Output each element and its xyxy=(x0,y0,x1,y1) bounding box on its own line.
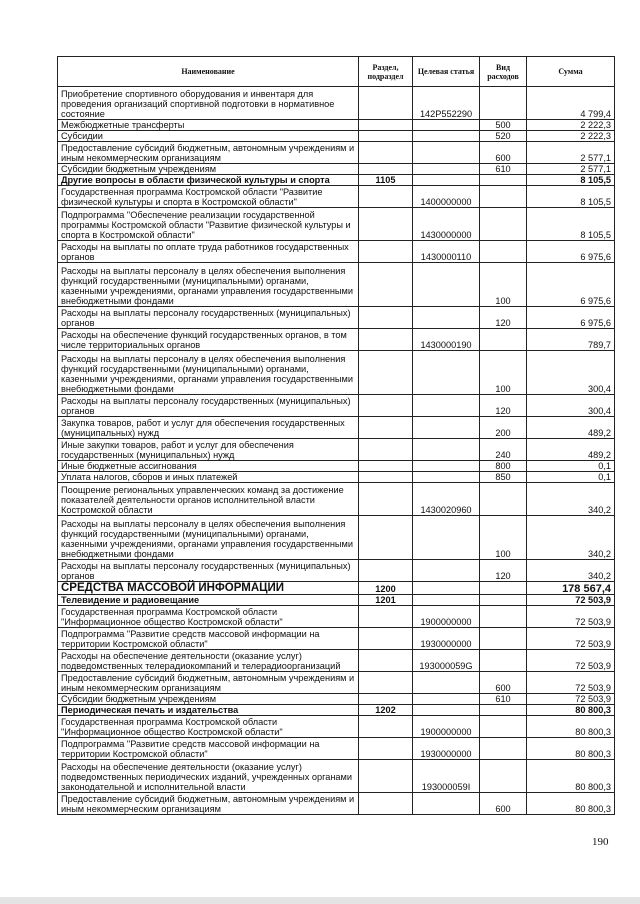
cell-article xyxy=(413,263,480,307)
cell-name: Межбюджетные трансферты xyxy=(58,120,359,131)
table-row xyxy=(58,351,615,395)
cell-sum: 72 503,9 xyxy=(527,628,615,650)
page-number: 190 xyxy=(592,836,609,848)
cell-section xyxy=(359,208,413,241)
cell-name: Предоставление субсидий бюджетным, автономным учреждениям и иным некоммерческим организациям xyxy=(58,142,359,164)
cell-name: СРЕДСТВА МАССОВОЙ ИНФОРМАЦИИ xyxy=(58,582,359,595)
cell-name: Расходы на обеспечение деятельности (оказание услуг) подведомственных телерадиокомпаний и телерадиоорганизаций xyxy=(58,650,359,672)
cell-name: Расходы на обеспечение функций государственных органов, в том числе территориальных органов xyxy=(58,329,359,351)
cell-article xyxy=(413,793,480,815)
cell-name: Подпрограмма "Обеспечение реализации государственной программы Костромской области "Развитие физической культуры и спорта в Костромской области" xyxy=(58,208,359,241)
cell-section xyxy=(359,760,413,793)
cell-sum: 2 222,3 xyxy=(527,131,615,142)
table-row xyxy=(58,472,615,483)
cell-article xyxy=(413,175,480,186)
cell-article: 1430000000 xyxy=(413,208,480,241)
cell-article xyxy=(413,164,480,175)
cell-sum: 178 567,4 xyxy=(527,582,615,595)
cell-kind: 120 xyxy=(480,395,527,417)
cell-name: Расходы на выплаты персоналу в целях обеспечения выполнения функций государственными (муниципальными) органами, казенными учреждениями, органами управления государственными внебюджетными фондами xyxy=(58,516,359,560)
cell-kind: 240 xyxy=(480,439,527,461)
cell-name: Субсидии бюджетным учреждениям xyxy=(58,694,359,705)
table-row xyxy=(58,628,615,650)
cell-kind: 100 xyxy=(480,351,527,395)
cell-article xyxy=(413,516,480,560)
cell-section xyxy=(359,672,413,694)
cell-section xyxy=(359,516,413,560)
cell-section xyxy=(359,131,413,142)
cell-section xyxy=(359,164,413,175)
cell-sum: 80 800,3 xyxy=(527,716,615,738)
cell-sum: 72 503,9 xyxy=(527,672,615,694)
cell-article xyxy=(413,307,480,329)
cell-section xyxy=(359,263,413,307)
cell-kind xyxy=(480,208,527,241)
header-kind: Вид расходов xyxy=(480,57,527,87)
cell-kind: 500 xyxy=(480,120,527,131)
table-row xyxy=(58,672,615,694)
cell-article xyxy=(413,120,480,131)
cell-section xyxy=(359,395,413,417)
cell-section xyxy=(359,716,413,738)
cell-article: 1900000000 xyxy=(413,606,480,628)
cell-name: Уплата налогов, сборов и иных платежей xyxy=(58,472,359,483)
cell-name: Закупка товаров, работ и услуг для обеспечения государственных (муниципальных) нужд xyxy=(58,417,359,439)
cell-sum: 2 222,3 xyxy=(527,120,615,131)
cell-article: 1430000110 xyxy=(413,241,480,263)
cell-section: 1200 xyxy=(359,582,413,595)
cell-sum: 789,7 xyxy=(527,329,615,351)
table-row xyxy=(58,142,615,164)
table-row xyxy=(58,461,615,472)
cell-kind xyxy=(480,241,527,263)
table-row xyxy=(58,694,615,705)
table-row xyxy=(58,650,615,672)
scan-bottom-edge xyxy=(0,897,640,904)
cell-name: Расходы на выплаты персоналу в целях обеспечения выполнения функций государственными (муниципальными) органами, казенными учреждениями, органами управления государственными внебюджетными фондами xyxy=(58,351,359,395)
cell-article xyxy=(413,131,480,142)
cell-kind xyxy=(480,483,527,516)
cell-sum: 72 503,9 xyxy=(527,694,615,705)
cell-sum: 340,2 xyxy=(527,483,615,516)
table-row xyxy=(58,208,615,241)
cell-section xyxy=(359,142,413,164)
table-row xyxy=(58,606,615,628)
table-row xyxy=(58,417,615,439)
cell-name: Предоставление субсидий бюджетным, автономным учреждениям и иным некоммерческим организациям xyxy=(58,793,359,815)
cell-sum: 80 800,3 xyxy=(527,760,615,793)
cell-name: Поощрение региональных управленческих команд за достижение показателей деятельности органов исполнительной власти Костромской области xyxy=(58,483,359,516)
table-row xyxy=(58,582,615,595)
header-article: Целевая статья xyxy=(413,57,480,87)
cell-section: 1105 xyxy=(359,175,413,186)
cell-name: Приобретение спортивного оборудования и инвентаря для проведения организаций спортивной подготовки в нормативное состояние xyxy=(58,87,359,120)
cell-section xyxy=(359,793,413,815)
cell-name: Другие вопросы в области физической культуры и спорта xyxy=(58,175,359,186)
table-row xyxy=(58,738,615,760)
cell-kind: 520 xyxy=(480,131,527,142)
table-header-row xyxy=(58,57,615,87)
cell-article xyxy=(413,395,480,417)
cell-section xyxy=(359,694,413,705)
cell-article xyxy=(413,417,480,439)
cell-name: Государственная программа Костромской области "Развитие физической культуры и спорта в Костромской области" xyxy=(58,186,359,208)
table-row xyxy=(58,560,615,582)
cell-sum: 8 105,5 xyxy=(527,208,615,241)
cell-section xyxy=(359,606,413,628)
header-section: Раздел, подраздел xyxy=(359,57,413,87)
table-row xyxy=(58,395,615,417)
cell-name: Иные бюджетные ассигнования xyxy=(58,461,359,472)
cell-section xyxy=(359,439,413,461)
cell-sum: 0,1 xyxy=(527,461,615,472)
cell-kind: 120 xyxy=(480,307,527,329)
cell-name: Государственная программа Костромской области "Информационное общество Костромской области" xyxy=(58,716,359,738)
cell-section xyxy=(359,472,413,483)
cell-sum: 80 800,3 xyxy=(527,793,615,815)
cell-article: 1900000000 xyxy=(413,716,480,738)
cell-name: Расходы на выплаты персоналу государственных (муниципальных) органов xyxy=(58,307,359,329)
table-row xyxy=(58,175,615,186)
budget-table xyxy=(57,56,615,815)
cell-section: 1202 xyxy=(359,705,413,716)
cell-article: 193000059I xyxy=(413,760,480,793)
cell-sum: 6 975,6 xyxy=(527,241,615,263)
cell-kind: 600 xyxy=(480,142,527,164)
cell-section xyxy=(359,329,413,351)
cell-section xyxy=(359,87,413,120)
cell-article xyxy=(413,595,480,606)
table-row xyxy=(58,483,615,516)
cell-name: Подпрограмма "Развитие средств массовой информации на территории Костромской области" xyxy=(58,628,359,650)
table-row xyxy=(58,793,615,815)
cell-kind: 610 xyxy=(480,164,527,175)
cell-kind: 100 xyxy=(480,263,527,307)
cell-article: 142P552290 xyxy=(413,87,480,120)
cell-section xyxy=(359,560,413,582)
cell-kind: 600 xyxy=(480,793,527,815)
cell-name: Государственная программа Костромской области "Информационное общество Костромской области" xyxy=(58,606,359,628)
cell-name: Субсидии xyxy=(58,131,359,142)
cell-sum: 340,2 xyxy=(527,516,615,560)
cell-sum: 2 577,1 xyxy=(527,164,615,175)
cell-article: 1930000000 xyxy=(413,628,480,650)
cell-section xyxy=(359,120,413,131)
cell-section xyxy=(359,417,413,439)
cell-kind: 850 xyxy=(480,472,527,483)
cell-kind xyxy=(480,606,527,628)
cell-article: 1930000000 xyxy=(413,738,480,760)
table-row xyxy=(58,516,615,560)
cell-article: 1430020960 xyxy=(413,483,480,516)
cell-name: Подпрограмма "Развитие средств массовой информации на территории Костромской области" xyxy=(58,738,359,760)
table-row xyxy=(58,186,615,208)
cell-article xyxy=(413,439,480,461)
cell-section xyxy=(359,738,413,760)
cell-kind xyxy=(480,716,527,738)
cell-section xyxy=(359,351,413,395)
cell-article: 1430000190 xyxy=(413,329,480,351)
table-row xyxy=(58,87,615,120)
cell-name: Телевидение и радиовещание xyxy=(58,595,359,606)
cell-sum: 8 105,5 xyxy=(527,175,615,186)
table-row xyxy=(58,241,615,263)
header-name: Наименование xyxy=(58,57,359,87)
cell-article: 193000059G xyxy=(413,650,480,672)
cell-sum: 489,2 xyxy=(527,439,615,461)
cell-article xyxy=(413,472,480,483)
table-row xyxy=(58,716,615,738)
cell-kind xyxy=(480,329,527,351)
cell-sum: 489,2 xyxy=(527,417,615,439)
cell-article xyxy=(413,694,480,705)
cell-kind: 200 xyxy=(480,417,527,439)
cell-name: Расходы на выплаты персоналу государственных (муниципальных) органов xyxy=(58,395,359,417)
cell-sum: 80 800,3 xyxy=(527,738,615,760)
cell-sum: 72 503,9 xyxy=(527,595,615,606)
cell-sum: 300,4 xyxy=(527,351,615,395)
cell-kind: 120 xyxy=(480,560,527,582)
header-sum: Сумма xyxy=(527,57,615,87)
cell-name: Расходы на выплаты персоналу государственных (муниципальных) органов xyxy=(58,560,359,582)
table-row xyxy=(58,705,615,716)
table-row xyxy=(58,760,615,793)
cell-section xyxy=(359,650,413,672)
table-row xyxy=(58,131,615,142)
cell-article xyxy=(413,351,480,395)
cell-section xyxy=(359,307,413,329)
cell-article xyxy=(413,705,480,716)
cell-sum: 4 799,4 xyxy=(527,87,615,120)
cell-kind xyxy=(480,705,527,716)
cell-section xyxy=(359,241,413,263)
cell-sum: 72 503,9 xyxy=(527,606,615,628)
table-row xyxy=(58,164,615,175)
cell-section xyxy=(359,186,413,208)
cell-kind xyxy=(480,175,527,186)
cell-name: Периодическая печать и издательства xyxy=(58,705,359,716)
cell-name: Предоставление субсидий бюджетным, автономным учреждениям и иным некоммерческим организациям xyxy=(58,672,359,694)
cell-sum: 6 975,6 xyxy=(527,307,615,329)
cell-name: Иные закупки товаров, работ и услуг для обеспечения государственных (муниципальных) нужд xyxy=(58,439,359,461)
table-row xyxy=(58,120,615,131)
table-row xyxy=(58,307,615,329)
cell-kind xyxy=(480,650,527,672)
cell-sum: 300,4 xyxy=(527,395,615,417)
cell-sum: 72 503,9 xyxy=(527,650,615,672)
cell-kind xyxy=(480,760,527,793)
cell-sum: 6 975,6 xyxy=(527,263,615,307)
cell-kind: 610 xyxy=(480,694,527,705)
cell-name: Расходы на выплаты по оплате труда работников государственных органов xyxy=(58,241,359,263)
cell-article: 1400000000 xyxy=(413,186,480,208)
cell-section xyxy=(359,483,413,516)
cell-article xyxy=(413,582,480,595)
cell-sum: 80 800,3 xyxy=(527,705,615,716)
cell-kind: 100 xyxy=(480,516,527,560)
cell-article xyxy=(413,461,480,472)
cell-article xyxy=(413,560,480,582)
cell-section xyxy=(359,461,413,472)
table-row xyxy=(58,329,615,351)
cell-section xyxy=(359,628,413,650)
cell-kind: 800 xyxy=(480,461,527,472)
cell-kind xyxy=(480,628,527,650)
cell-sum: 340,2 xyxy=(527,560,615,582)
cell-sum: 2 577,1 xyxy=(527,142,615,164)
cell-kind xyxy=(480,582,527,595)
cell-article xyxy=(413,672,480,694)
cell-name: Субсидии бюджетным учреждениям xyxy=(58,164,359,175)
cell-name: Расходы на обеспечение деятельности (оказание услуг) подведомственных периодических изданий, учрежденных органами законодательной и исполнительной власти xyxy=(58,760,359,793)
table-row xyxy=(58,263,615,307)
cell-kind: 600 xyxy=(480,672,527,694)
cell-article xyxy=(413,142,480,164)
cell-kind xyxy=(480,87,527,120)
cell-sum: 8 105,5 xyxy=(527,186,615,208)
cell-kind xyxy=(480,186,527,208)
cell-sum: 0,1 xyxy=(527,472,615,483)
table-body xyxy=(58,87,615,815)
table-row xyxy=(58,439,615,461)
cell-section: 1201 xyxy=(359,595,413,606)
cell-name: Расходы на выплаты персоналу в целях обеспечения выполнения функций государственными (муниципальными) органами, казенными учреждениями, органами управления государственными внебюджетными фондами xyxy=(58,263,359,307)
cell-kind xyxy=(480,738,527,760)
cell-kind xyxy=(480,595,527,606)
table-row xyxy=(58,595,615,606)
